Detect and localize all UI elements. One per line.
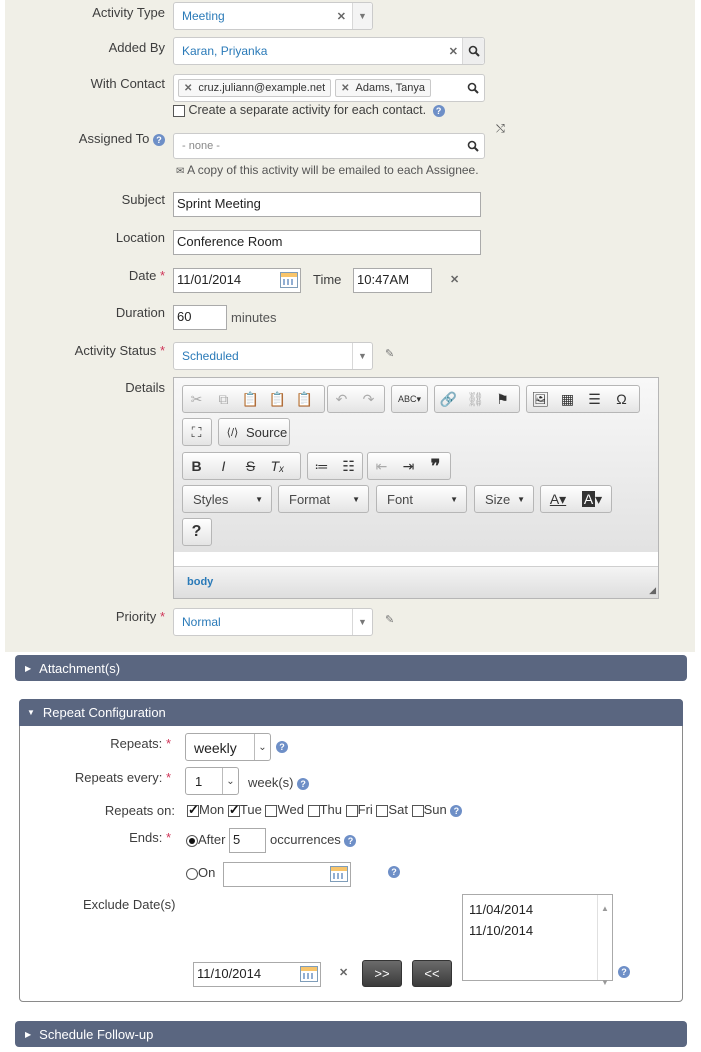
font-label: Font — [387, 491, 414, 507]
every-value: 1 — [195, 774, 203, 789]
format-label: Format — [289, 491, 331, 507]
attachments-section-header[interactable] — [15, 655, 687, 681]
text-color-icon[interactable]: A▾ — [549, 490, 567, 507]
day-checkbox-fri[interactable] — [346, 805, 358, 817]
with-contact-label: With Contact — [90, 76, 165, 91]
copy-icon[interactable]: ⧉ — [218, 390, 229, 407]
duration-input[interactable]: 60 — [173, 305, 227, 330]
activity-type-select[interactable] — [173, 2, 373, 30]
required-marker: * — [159, 609, 165, 624]
location-input[interactable]: Conference Room — [173, 230, 481, 255]
indent-group — [367, 452, 451, 480]
styles-label: Styles — [193, 491, 229, 507]
shuffle-icon[interactable]: ⤭ — [496, 123, 505, 135]
day-label: Tue — [239, 802, 262, 817]
day-label: Sat — [388, 802, 408, 817]
required-marker: * — [159, 268, 165, 283]
help-icon[interactable]: ? — [153, 134, 165, 146]
exclude-date-input[interactable] — [193, 962, 321, 987]
repeats-on-label: Repeats on: — [104, 803, 175, 818]
editor-help-button[interactable]: ? — [191, 523, 202, 540]
ends-after-option — [186, 832, 225, 847]
help-group — [182, 518, 212, 546]
location-label: Location — [115, 230, 165, 245]
status-label-row — [75, 343, 165, 358]
scroll-down-icon[interactable]: ▼ — [601, 978, 609, 987]
every-unit: week(s) — [248, 775, 294, 790]
chevron-down-icon: ▼ — [352, 494, 360, 504]
activity-type-label: Activity Type — [92, 5, 165, 20]
day-label: Mon — [199, 802, 225, 817]
status-select[interactable] — [173, 342, 373, 370]
activity-type-value: Meeting — [182, 9, 225, 23]
strike-icon[interactable]: S — [245, 458, 256, 474]
subject-input[interactable]: Sprint Meeting — [173, 192, 481, 217]
required-marker: * — [165, 770, 171, 785]
table-icon[interactable]: ▦ — [560, 390, 575, 407]
contact-tag-label: Adams, Tanya — [355, 82, 426, 94]
remove-icon[interactable]: ✕ — [341, 82, 350, 94]
list-item[interactable]: 11/10/2014 — [469, 923, 534, 938]
date-value: 11/01/2014 — [177, 272, 242, 287]
clear-icon[interactable]: ✕ — [336, 10, 346, 23]
followup-title: Schedule Follow-up — [39, 1026, 154, 1042]
date-label: Date — [128, 268, 157, 283]
day-label: Thu — [319, 802, 342, 817]
edit-icon[interactable]: ✎ — [385, 614, 395, 626]
ends-on-radio[interactable] — [186, 868, 198, 880]
chevron-down-icon[interactable]: ▼ — [352, 3, 372, 29]
added-by-label: Added By — [108, 40, 165, 55]
repeats-value: weekly — [194, 740, 237, 756]
chevron-down-icon: ▼ — [517, 494, 525, 504]
ends-on-date-input[interactable] — [223, 862, 351, 887]
remove-excluded-date-button[interactable]: << — [412, 960, 452, 987]
day-label: Sun — [423, 802, 447, 817]
ends-on-option — [186, 865, 215, 880]
help-icon[interactable]: ? — [618, 966, 630, 978]
clear-exclude-date-icon[interactable]: ✕ — [339, 967, 349, 979]
status-value: Scheduled — [182, 349, 239, 363]
spellcheck-group — [391, 385, 428, 413]
day-checkbox-tue[interactable] — [228, 805, 240, 817]
chevron-down-icon: ▼ — [255, 494, 263, 504]
assignee-note-row — [176, 163, 479, 177]
added-by-select[interactable] — [173, 37, 485, 65]
ends-label-row — [129, 830, 171, 845]
maximize-icon[interactable]: ⛶ — [191, 423, 202, 440]
collapse-triangle-icon: ▼ — [27, 708, 35, 717]
anchor-flag-icon[interactable]: ⚑ — [496, 390, 509, 407]
resize-handle-icon[interactable]: ◢ — [649, 585, 656, 595]
time-label: Time — [313, 272, 342, 287]
required-marker: * — [159, 343, 165, 358]
excluded-dates-list[interactable] — [462, 894, 613, 987]
every-label-row — [75, 770, 171, 785]
bullet-list-icon[interactable]: ☷ — [342, 457, 355, 474]
numbered-list-icon[interactable]: ≔ — [314, 457, 329, 474]
help-icon[interactable]: ? — [388, 866, 400, 878]
spellcheck-icon[interactable]: ABC▾ — [397, 393, 422, 404]
list-group — [307, 452, 363, 480]
required-marker: * — [165, 736, 171, 751]
help-icon[interactable]: ? — [433, 105, 445, 117]
assignee-note: A copy of this activity will be emailed to each Assignee. — [187, 163, 479, 177]
undo-group — [327, 385, 385, 413]
contact-tag[interactable] — [335, 79, 431, 97]
status-label: Activity Status — [74, 343, 157, 358]
exclude-date-value: 11/10/2014 — [197, 966, 262, 981]
separate-activity-label: Create a separate activity for each contact. — [188, 103, 427, 117]
size-dropdown[interactable] — [474, 485, 534, 513]
remove-icon[interactable]: ✕ — [184, 82, 193, 94]
expand-triangle-icon: ▶ — [25, 663, 32, 673]
ends-label: Ends: — [129, 830, 163, 845]
chevron-down-icon[interactable]: ▼ — [352, 343, 372, 369]
format-dropdown[interactable] — [278, 485, 369, 513]
scroll-up-icon[interactable]: ▲ — [601, 904, 609, 913]
repeat-title: Repeat Configuration — [42, 705, 166, 720]
expand-triangle-icon: ▶ — [25, 1029, 32, 1039]
insert-group — [526, 385, 640, 413]
remove-format-icon[interactable]: Tₓ — [270, 458, 285, 474]
assigned-to-label-row — [79, 131, 165, 146]
calendar-icon[interactable] — [330, 866, 348, 882]
cut-icon[interactable]: ✂ — [190, 390, 203, 407]
repeats-label-row — [110, 736, 171, 751]
day-checkbox-wed[interactable] — [265, 805, 277, 817]
time-input[interactable]: 10:47AM — [353, 268, 432, 293]
italic-icon[interactable]: I — [221, 458, 226, 474]
chevron-down-icon[interactable]: ⌄ — [222, 768, 238, 794]
priority-select[interactable] — [173, 608, 373, 636]
day-checkbox-sat[interactable] — [376, 805, 388, 817]
clear-date-icon[interactable]: ✕ — [450, 274, 460, 286]
indent-icon[interactable]: ⇥ — [402, 457, 415, 474]
chevron-down-icon[interactable]: ▼ — [352, 609, 372, 635]
editor-statusbar — [174, 566, 658, 598]
chevron-down-icon: ▼ — [450, 494, 458, 504]
on-option-label: On — [198, 865, 216, 880]
redo-icon[interactable]: ↷ — [362, 390, 375, 407]
repeat-section-header[interactable] — [19, 699, 683, 726]
paste-icon[interactable]: 📋 — [241, 390, 260, 407]
paste-word-icon[interactable]: 📋 — [295, 390, 314, 407]
attachments-title: Attachment(s) — [39, 660, 121, 676]
every-unit-row — [248, 775, 309, 790]
contact-select[interactable] — [173, 74, 485, 102]
calendar-icon[interactable] — [280, 272, 298, 288]
basic-styles-group — [182, 452, 301, 480]
help-icon[interactable]: ? — [276, 741, 288, 753]
occurrences-row — [270, 832, 356, 847]
font-dropdown[interactable] — [376, 485, 467, 513]
duration-label: Duration — [115, 305, 165, 320]
source-button[interactable]: Source — [246, 424, 288, 440]
size-label: Size — [485, 491, 511, 507]
chevron-down-icon[interactable]: ⌄ — [254, 734, 270, 760]
element-path[interactable]: body — [187, 576, 214, 588]
source-group — [218, 418, 290, 446]
help-icon[interactable]: ? — [344, 835, 356, 847]
calendar-icon[interactable] — [300, 966, 318, 982]
every-select[interactable] — [185, 767, 239, 795]
details-label: Details — [125, 380, 165, 395]
paste-text-icon[interactable]: 📋 — [268, 390, 287, 407]
date-label-row — [129, 268, 165, 283]
priority-value: Normal — [182, 615, 221, 629]
clear-icon[interactable]: ✕ — [448, 45, 458, 58]
special-char-icon[interactable]: Ω — [616, 391, 627, 407]
search-icon[interactable] — [462, 38, 484, 64]
day-checkbox-mon[interactable] — [187, 805, 199, 817]
maximize-group — [182, 418, 212, 446]
day-label: Fri — [357, 802, 373, 817]
rich-text-editor[interactable] — [173, 377, 659, 599]
source-icon: ⟨/⟩ — [226, 426, 239, 439]
bold-icon[interactable]: B — [191, 458, 202, 474]
day-label: Wed — [277, 802, 304, 817]
contact-tag[interactable] — [178, 79, 331, 97]
horizontal-rule-icon[interactable]: ☰ — [588, 390, 601, 407]
every-label: Repeats every: — [74, 770, 163, 785]
occurrences-label: occurrences — [270, 832, 341, 847]
ends-after-radio[interactable] — [186, 835, 198, 847]
add-excluded-date-button[interactable]: >> — [362, 960, 402, 987]
assigned-to-placeholder: - none - — [182, 140, 220, 152]
subject-label: Subject — [121, 192, 165, 207]
list-item[interactable]: 11/04/2014 — [469, 902, 534, 917]
link-icon[interactable]: 🔗 — [439, 390, 458, 407]
unlink-icon[interactable]: ⛓ — [466, 390, 485, 407]
color-group — [540, 485, 612, 513]
weekday-checkboxes — [187, 802, 462, 817]
day-checkbox-sun[interactable] — [412, 805, 424, 817]
clipboard-group — [182, 385, 325, 413]
separate-activity-checkbox[interactable] — [173, 105, 185, 117]
duration-unit: minutes — [231, 310, 277, 325]
help-icon[interactable]: ? — [297, 778, 309, 790]
occurrences-input[interactable]: 5 — [229, 828, 266, 853]
edit-icon[interactable]: ✎ — [385, 348, 395, 360]
bg-color-icon[interactable]: A ▾ — [583, 490, 603, 507]
contact-tag-label: cruz.juliann@example.net — [198, 82, 326, 94]
added-by-value: Karan, Priyanka — [182, 44, 268, 58]
priority-label: Priority — [115, 609, 157, 624]
link-group — [434, 385, 520, 413]
exclude-dates-label: Exclude Date(s) — [83, 897, 176, 912]
undo-icon[interactable]: ↶ — [335, 390, 348, 407]
image-icon[interactable]: 🖼 — [531, 390, 550, 407]
scrollbar[interactable] — [597, 895, 612, 987]
outdent-icon[interactable]: ⇤ — [375, 457, 388, 474]
assigned-to-label: Assigned To — [78, 131, 150, 146]
help-icon[interactable]: ? — [450, 805, 462, 817]
date-input[interactable] — [173, 268, 301, 293]
blockquote-icon[interactable]: ❞ — [430, 455, 441, 476]
required-marker: * — [165, 830, 171, 845]
priority-label-row — [116, 609, 165, 624]
styles-dropdown[interactable] — [182, 485, 272, 513]
repeats-select[interactable] — [185, 733, 271, 761]
repeats-label: Repeats: — [110, 736, 163, 751]
search-icon[interactable] — [462, 134, 484, 158]
day-checkbox-thu[interactable] — [308, 805, 320, 817]
separate-activity-row — [173, 103, 445, 117]
after-label: After — [198, 832, 226, 847]
mail-icon: ✉ — [176, 166, 185, 177]
followup-section-header[interactable] — [15, 1021, 687, 1047]
search-icon[interactable] — [462, 75, 484, 101]
editor-content[interactable] — [174, 552, 658, 566]
assigned-to-select[interactable] — [173, 133, 485, 159]
